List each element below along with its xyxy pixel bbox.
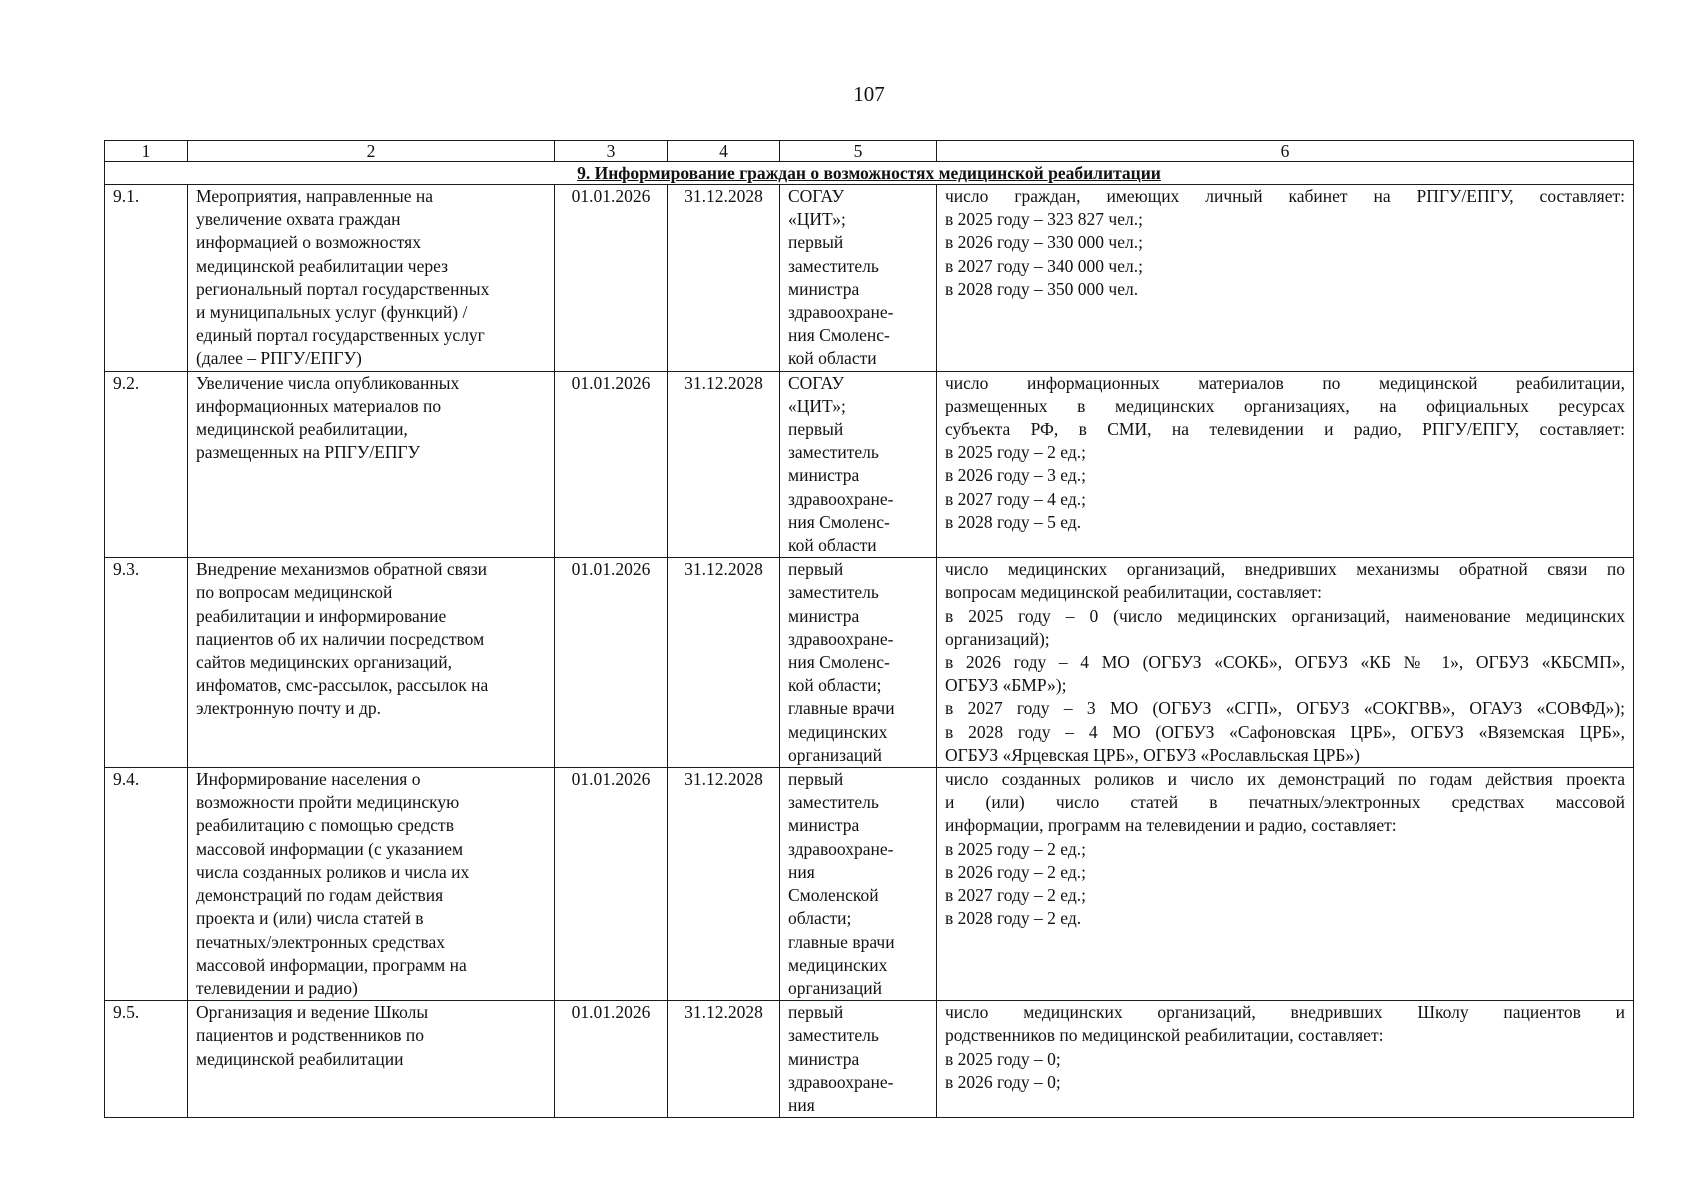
text-line: (далее – РПГУ/ЕПГУ) (196, 348, 362, 369)
text-line: Внедрение механизмов обратной связи (196, 559, 487, 580)
row-number: 9.5. (105, 1001, 188, 1118)
text-line: массовой информации, программ на (196, 954, 467, 975)
indicator (937, 768, 1634, 1001)
text-line: реабилитацию с помощью средств (196, 815, 454, 836)
text-line: телевидении и радио) (196, 977, 358, 998)
measures-rows (105, 185, 1634, 1118)
text-line: «ЦИТ»; (788, 209, 846, 230)
text-line: Информирование населения о (196, 769, 421, 790)
measure-name (188, 371, 555, 558)
text-line: СОГАУ (788, 372, 845, 393)
table-row (105, 768, 1634, 1001)
start-date: 01.01.2026 (555, 558, 668, 768)
text-line: единый портал государственных услуг (196, 325, 485, 346)
row-number: 9.1. (105, 185, 188, 372)
column-header: 1 (105, 141, 188, 162)
text-line: число созданных роликов и число их демонстраций по годам действия проекта (945, 769, 1625, 790)
text-line: министра (788, 1048, 860, 1069)
text-line: здравоохране- (788, 628, 894, 649)
end-date: 31.12.2028 (668, 768, 780, 1001)
indicator (937, 371, 1634, 558)
text-line: ния Смоленс- (788, 511, 890, 532)
text-line: Мероприятия, направленные на (196, 186, 434, 206)
text-line: ния Смоленс- (788, 325, 890, 346)
text-line: здравоохране- (788, 1071, 894, 1092)
text-line: первый (788, 232, 844, 253)
text-line: пациентов об их наличии посредством (196, 628, 485, 649)
text-line: размещенных в медицинских организациях, на официальных ресурсах (945, 395, 1625, 416)
text-line: число граждан, имеющих личный кабинет на РПГУ/ЕПГУ, составляет: (945, 186, 1625, 206)
text-line: Увеличение числа опубликованных (196, 372, 460, 393)
start-date: 01.01.2026 (555, 1001, 668, 1118)
text-line: организаций (788, 744, 882, 765)
text-line: родственников по медицинской реабилитации, составляет: (945, 1025, 1384, 1046)
text-line: ния Смоленс- (788, 652, 890, 673)
end-date: 31.12.2028 (668, 1001, 780, 1118)
text-line: медицинской реабилитации (196, 1048, 404, 1069)
text-line: в 2026 году – 4 МО (ОГБУЗ «СОКБ», ОГБУЗ «КБ № 1», ОГБУЗ «КБСМП», (945, 652, 1625, 673)
table-row (105, 185, 1634, 372)
text-line: медицинской реабилитации, (196, 419, 408, 440)
text-line: в 2025 году – 0 (число медицинских организаций, наименование медицинских (945, 605, 1625, 626)
text-line: инфоматов, смс-рассылок, рассылок на (196, 675, 489, 696)
text-line: Организация и ведение Школы (196, 1002, 429, 1023)
indicator (937, 1001, 1634, 1118)
row-number: 9.3. (105, 558, 188, 768)
responsible (780, 185, 937, 372)
start-date: 01.01.2026 (555, 185, 668, 372)
text-line: размещенных на РПГУ/ЕПГУ (196, 442, 420, 463)
indicator (937, 558, 1634, 768)
text-line: медицинских (788, 721, 888, 742)
text-line: здравоохране- (788, 302, 894, 323)
text-line: кой области (788, 348, 877, 369)
text-line: кой области (788, 535, 877, 556)
text-line: информации, программ на телевидении и радио, составляет: (945, 815, 1397, 836)
text-line: первый (788, 419, 844, 440)
text-line: заместитель (788, 582, 879, 603)
measure-name (188, 185, 555, 372)
text-line: в 2025 году – 2 ед.; (945, 838, 1086, 859)
text-line: возможности пройти медицинскую (196, 792, 460, 813)
text-line: министра (788, 605, 860, 626)
text-line: ОГБУЗ «Ярцевская ЦРБ», ОГБУЗ «Рославльская ЦРБ») (945, 744, 1361, 765)
text-line: ния (788, 861, 815, 882)
text-line: в 2026 году – 3 ед.; (945, 465, 1086, 486)
text-line: первый (788, 559, 844, 580)
start-date: 01.01.2026 (555, 371, 668, 558)
column-header: 3 (555, 141, 668, 162)
text-line: демонстраций по годам действия (196, 885, 444, 906)
text-line: кой области; (788, 675, 882, 696)
text-line: вопросам медицинской реабилитации, составляет: (945, 582, 1323, 603)
text-line: в 2026 году – 330 000 чел.; (945, 232, 1143, 253)
row-number: 9.2. (105, 371, 188, 558)
text-line: министра (788, 465, 860, 486)
responsible (780, 768, 937, 1001)
text-line: и муниципальных услуг (функций) / (196, 302, 468, 323)
text-line: заместитель (788, 255, 879, 276)
text-line: в 2027 году – 2 ед.; (945, 885, 1086, 906)
text-line: массовой информации (с указанием (196, 838, 464, 859)
column-header: 6 (937, 141, 1634, 162)
text-line: в 2027 году – 4 ед.; (945, 488, 1086, 509)
text-line: пациентов и родственников по (196, 1025, 424, 1046)
row-number: 9.4. (105, 768, 188, 1001)
responsible (780, 1001, 937, 1118)
text-line: министра (788, 815, 860, 836)
text-line: по вопросам медицинской (196, 582, 393, 603)
text-line: субъекта РФ, в СМИ, на телевидении и радио, РПГУ/ЕПГУ, составляет: (945, 419, 1625, 440)
text-line: число медицинских организаций, внедривших механизмы обратной связи по (945, 559, 1625, 580)
text-line: медицинских (788, 954, 888, 975)
text-line: реабилитации и информирование (196, 605, 447, 626)
start-date: 01.01.2026 (555, 768, 668, 1001)
text-line: информационных материалов по (196, 395, 442, 416)
responsible (780, 371, 937, 558)
text-line: увеличение охвата граждан (196, 209, 401, 230)
measures-table (104, 140, 1634, 1118)
text-line: здравоохране- (788, 488, 894, 509)
table-row (105, 371, 1634, 558)
text-line: ния (788, 1094, 815, 1115)
text-line: Смоленской (788, 885, 879, 906)
text-line: организаций (788, 977, 882, 998)
text-line: здравоохране- (788, 838, 894, 859)
column-header: 5 (780, 141, 937, 162)
text-line: числа созданных роликов и числа их (196, 861, 470, 882)
measure-name (188, 558, 555, 768)
text-line: число информационных материалов по медицинской реабилитации, (945, 372, 1625, 393)
text-line: региональный портал государственных (196, 278, 490, 299)
column-header: 2 (188, 141, 555, 162)
table-row (105, 1001, 1634, 1118)
table-row (105, 558, 1634, 768)
text-line: в 2028 году – 2 ед. (945, 908, 1082, 929)
column-number-row (105, 141, 1634, 162)
text-line: главные врачи (788, 931, 895, 952)
text-line: заместитель (788, 442, 879, 463)
page-number: 107 (853, 82, 885, 106)
end-date: 31.12.2028 (668, 558, 780, 768)
text-line: проекта и (или) числа статей в (196, 908, 424, 929)
measure-name (188, 1001, 555, 1118)
text-line: печатных/электронных средствах (196, 931, 446, 952)
text-line: в 2026 году – 2 ед.; (945, 861, 1086, 882)
column-header: 4 (668, 141, 780, 162)
measure-name (188, 768, 555, 1001)
text-line: главные врачи (788, 698, 895, 719)
text-line: число медицинских организаций, внедривших Школу пациентов и (945, 1002, 1625, 1023)
text-line: в 2028 году – 5 ед. (945, 511, 1082, 532)
responsible (780, 558, 937, 768)
text-line: первый (788, 1002, 844, 1023)
text-line: заместитель (788, 1025, 879, 1046)
text-line: медицинской реабилитации через (196, 255, 449, 276)
text-line: в 2025 году – 323 827 чел.; (945, 209, 1143, 230)
text-line: организаций); (945, 628, 1050, 649)
section-title: 9. Информирование граждан о возможностях медицинской реабилитации (105, 162, 1634, 185)
text-line: СОГАУ (788, 186, 845, 206)
text-line: в 2028 году – 350 000 чел. (945, 278, 1139, 299)
text-line: в 2025 году – 0; (945, 1048, 1061, 1069)
end-date: 31.12.2028 (668, 185, 780, 372)
text-line: информацией о возможностях (196, 232, 421, 253)
text-line: области; (788, 908, 852, 929)
text-line: электронную почту и др. (196, 698, 382, 719)
text-line: сайтов медицинских организаций, (196, 652, 452, 673)
text-line: «ЦИТ»; (788, 395, 846, 416)
text-line: ОГБУЗ «БМР»); (945, 675, 1067, 696)
text-line: первый (788, 769, 844, 790)
text-line: в 2026 году – 0; (945, 1071, 1061, 1092)
text-line: в 2028 году – 4 МО (ОГБУЗ «Сафоновская ЦРБ», ОГБУЗ «Вяземская ЦРБ», (945, 721, 1625, 742)
text-line: и (или) число статей в печатных/электронных средствах массовой (945, 792, 1625, 813)
text-line: министра (788, 278, 860, 299)
text-line: в 2027 году – 3 МО (ОГБУЗ «СГП», ОГБУЗ «СОКГВВ», ОГАУЗ «СОВФД»); (945, 698, 1625, 719)
indicator (937, 185, 1634, 372)
text-line: в 2027 году – 340 000 чел.; (945, 255, 1143, 276)
end-date: 31.12.2028 (668, 371, 780, 558)
text-line: заместитель (788, 792, 879, 813)
text-line: в 2025 году – 2 ед.; (945, 442, 1086, 463)
section-row (105, 162, 1634, 185)
